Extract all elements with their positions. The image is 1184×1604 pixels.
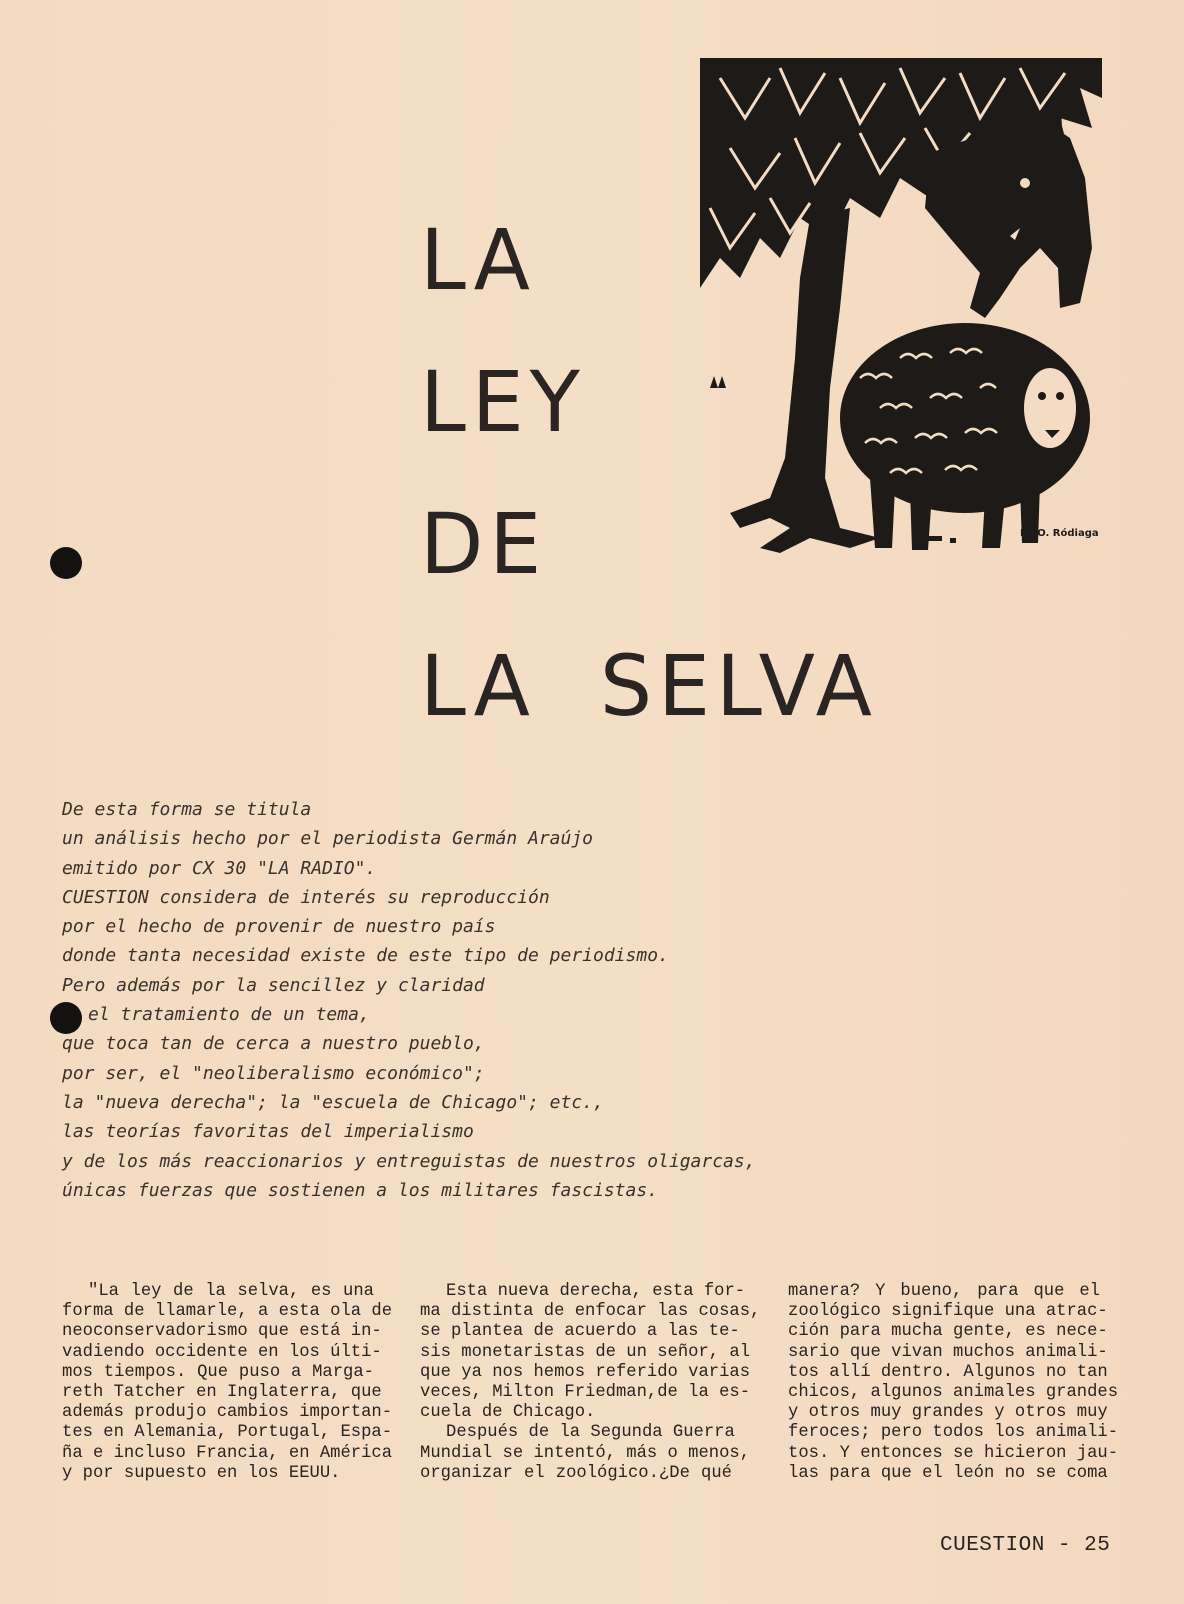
- column-line: sario que vivan muchos animali-: [788, 1342, 1108, 1362]
- page-footer: CUESTION - 25: [940, 1534, 1111, 1557]
- intro-line: únicas fuerzas que sostienen a los militares fascistas.: [62, 1179, 659, 1201]
- intro-line: CUESTION considera de interés su reproducción: [62, 886, 550, 908]
- title-line-1: LA: [420, 211, 536, 309]
- column-line: que ya nos hemos referido varias: [420, 1362, 751, 1382]
- article-column-3: [788, 1282, 1119, 1484]
- column-line: Mundial se intentó, más o menos,: [420, 1443, 751, 1463]
- column-line: manera? Y bueno, para que el: [788, 1282, 1100, 1301]
- intro-line: donde tanta necesidad existe de este tipo de periodismo.: [62, 945, 669, 967]
- column-line: veces, Milton Friedman,de la es-: [420, 1383, 751, 1403]
- column-line: mos tiempos. Que puso a Marga-: [62, 1362, 374, 1382]
- intro-line: y de los más reaccionarios y entreguistas de nuestros oligarcas,: [62, 1150, 756, 1172]
- column-line: reth Tatcher en Inglaterra, que: [62, 1383, 382, 1403]
- column-line: "La ley de la selva, es una: [88, 1282, 374, 1301]
- column-line: Esta nueva derecha, esta for-: [446, 1282, 746, 1301]
- column-line: organizar el zoológico.¿De qué: [420, 1463, 732, 1483]
- intro-line: De esta forma se titula: [62, 799, 312, 820]
- title-line-3: DE: [420, 495, 548, 593]
- illustration-signature: M. O. Ródiaga: [1020, 528, 1099, 539]
- intro-line: la "nueva derecha"; la "escuela de Chicago"; etc.,: [62, 1091, 604, 1113]
- column-line: y por supuesto en los EEUU.: [62, 1463, 341, 1483]
- column-line: y otros muy grandes y otros muy: [788, 1403, 1108, 1423]
- intro-line: Pero además por la sencillez y claridad: [62, 974, 485, 996]
- intro-line: por el hecho de provenir de nuestro país: [62, 916, 496, 938]
- column-line: Después de la Segunda Guerra: [446, 1423, 735, 1443]
- intro-line: que toca tan de cerca a nuestro pueblo,: [62, 1033, 485, 1055]
- intro-line: por ser, el "neoliberalismo económico";: [62, 1062, 485, 1084]
- column-line: ma distinta de enfocar las cosas,: [420, 1302, 761, 1322]
- column-line: vadiendo occidente en los últi-: [62, 1342, 382, 1362]
- punch-hole-top: [50, 547, 82, 579]
- column-line: cuela de Chicago.: [420, 1403, 596, 1423]
- intro-line: las teorías favoritas del imperialismo: [62, 1121, 474, 1143]
- column-line: feroces; pero todos los animali-: [788, 1423, 1119, 1443]
- column-line: tos. Y entonces se hicieron jau-: [788, 1443, 1119, 1463]
- article-column-1: [62, 1282, 393, 1484]
- column-line: tes en Alemania, Portugal, Espa-: [62, 1423, 393, 1443]
- column-line: las para que el león no se coma: [788, 1463, 1108, 1483]
- intro-paragraph: [62, 795, 762, 1205]
- column-line: tos allí dentro. Algunos no tan: [788, 1362, 1108, 1382]
- title-line-4: LA SELVA: [420, 637, 878, 735]
- intro-line: emitido por CX 30 "LA RADIO".: [62, 857, 377, 879]
- woodcut-tree-wolf-sheep-icon: [700, 58, 1102, 558]
- column-line: ción para mucha gente, es nece-: [788, 1322, 1108, 1342]
- column-line: forma de llamarle, a esta ola de: [62, 1302, 393, 1322]
- intro-line: el tratamiento de un tema,: [88, 1004, 370, 1026]
- intro-line: un análisis hecho por el periodista Germán Araújo: [62, 828, 594, 850]
- column-line: neoconservadorismo que está in-: [62, 1322, 382, 1342]
- column-line: se plantea de acuerdo a las te-: [420, 1322, 740, 1342]
- column-line: zoológico signifique una atrac-: [788, 1302, 1108, 1322]
- column-line: sis monetaristas de un señor, al: [420, 1342, 751, 1362]
- column-line: además produjo cambios importan-: [62, 1403, 393, 1423]
- article-column-2: [420, 1282, 761, 1484]
- title-line-2: LEY: [420, 353, 586, 451]
- column-line: ña e incluso Francia, en América: [62, 1443, 393, 1463]
- column-line: chicos, algunos animales grandes: [788, 1383, 1119, 1403]
